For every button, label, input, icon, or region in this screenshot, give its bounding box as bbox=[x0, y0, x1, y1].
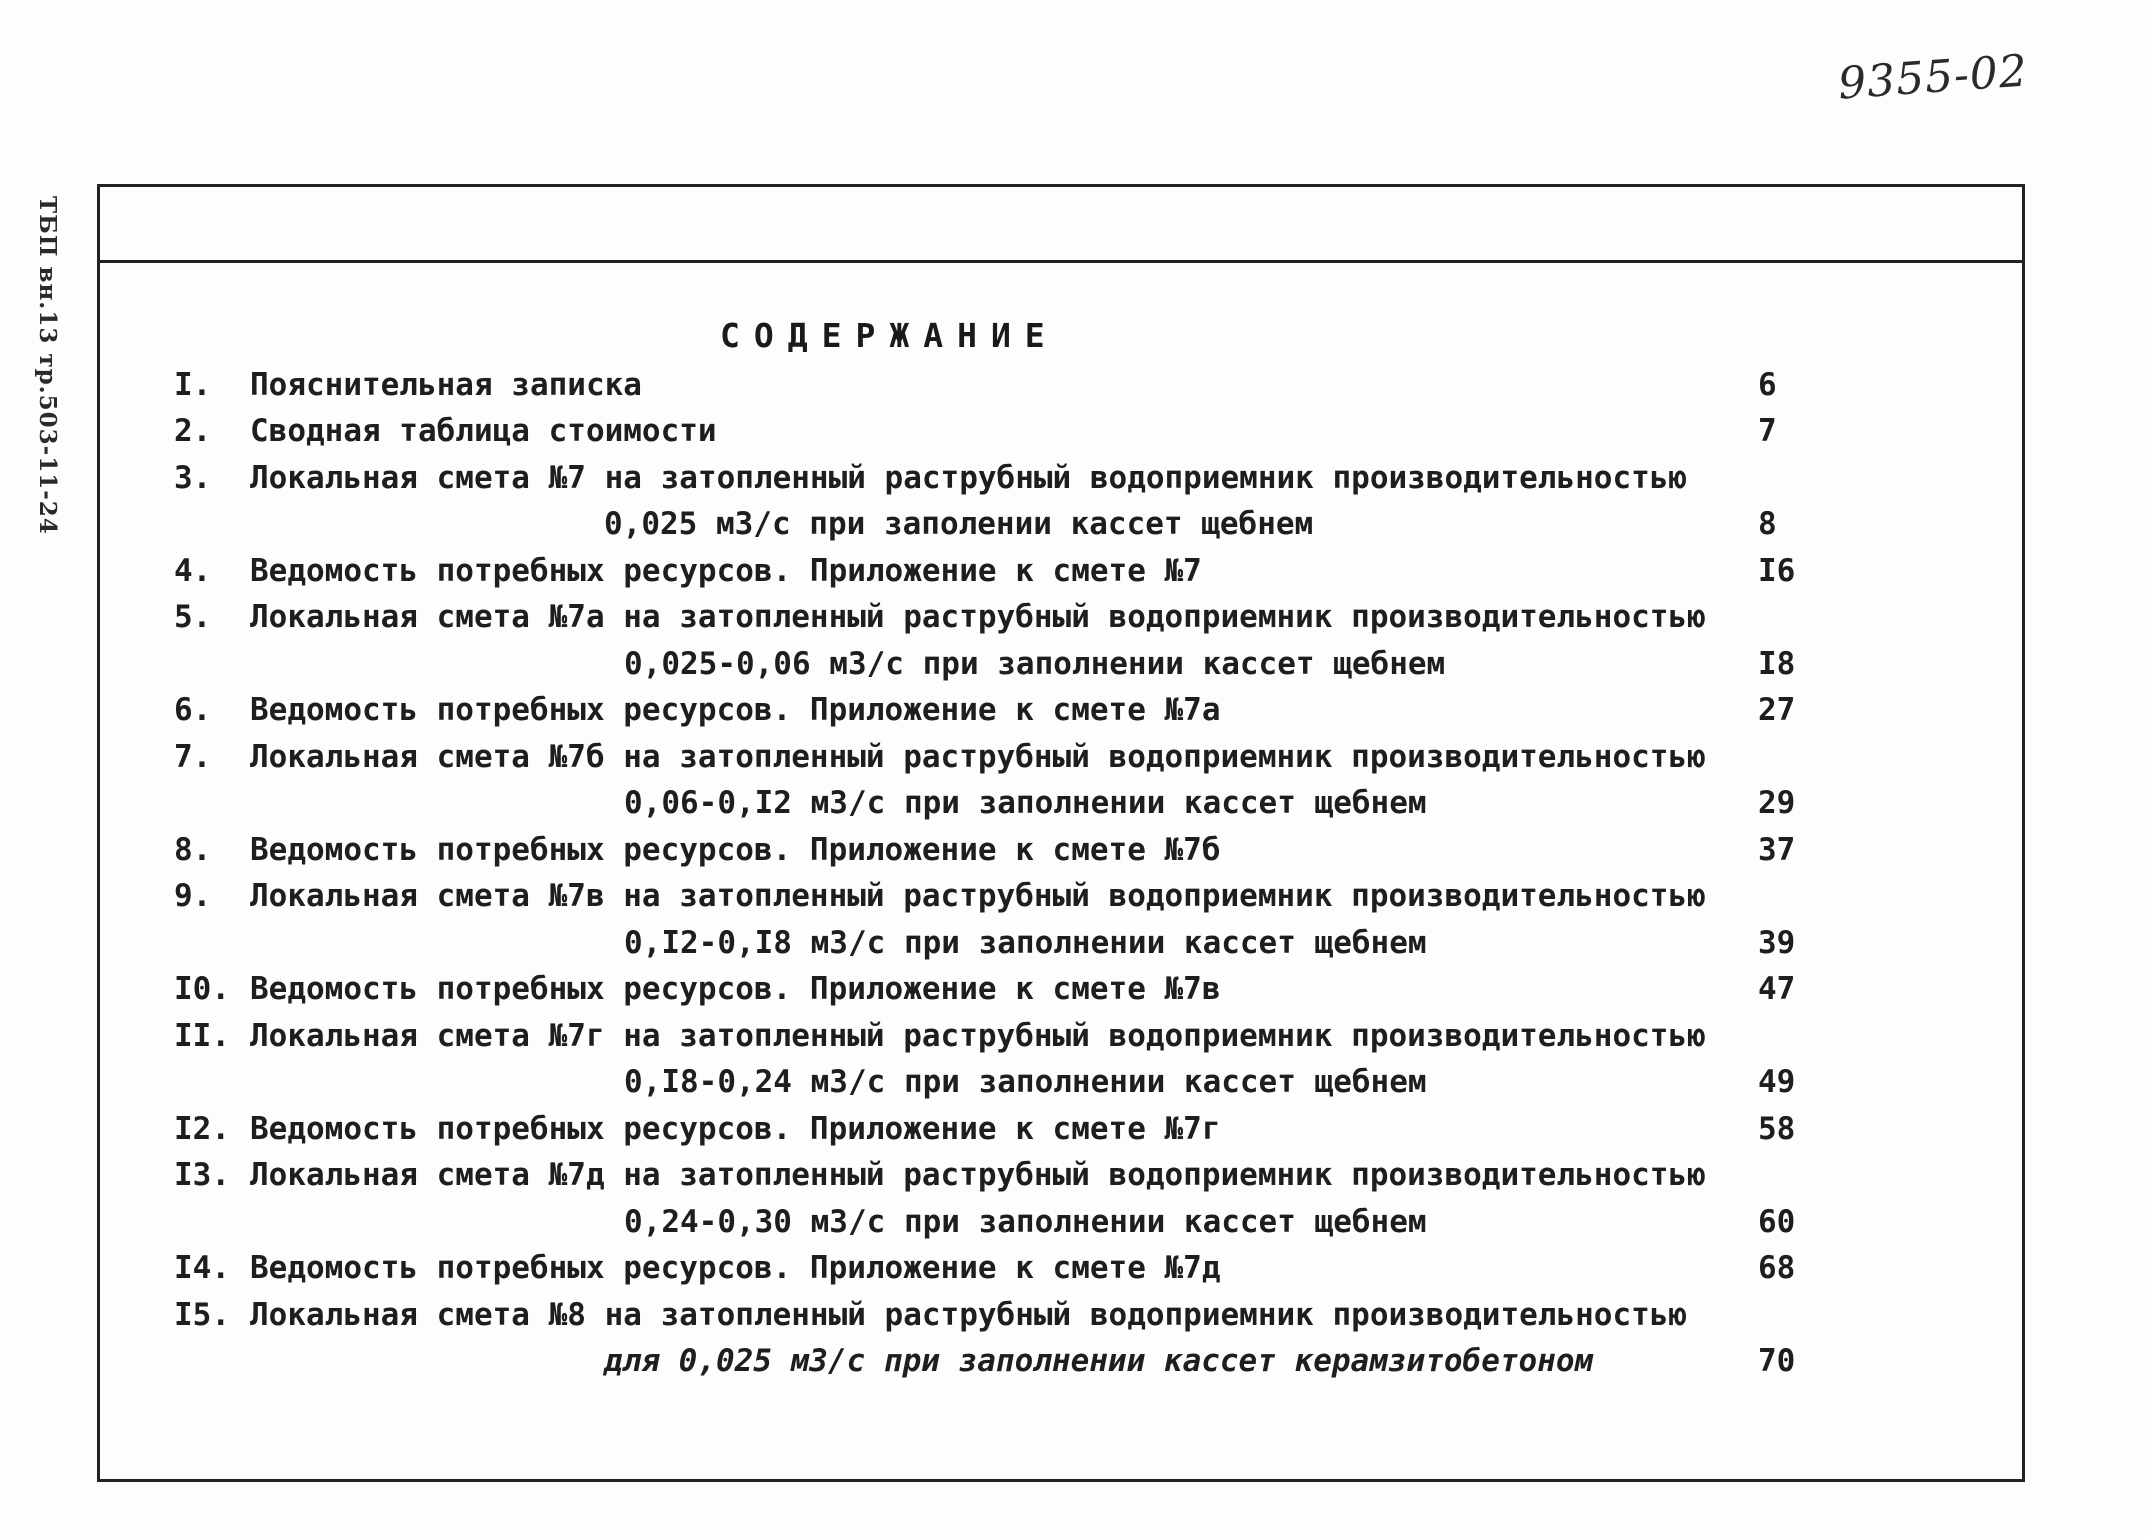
toc-entry-number: II. bbox=[174, 1018, 230, 1054]
toc-entry bbox=[0, 1106, 2146, 1152]
toc-entry-subtitle: 0,I2-0,I8 м3/с при заполнении кассет щебнем bbox=[624, 925, 1427, 961]
toc-entry-number: I3. bbox=[174, 1157, 230, 1193]
toc-entry-number: I5. bbox=[174, 1297, 230, 1333]
toc-entry-page: 68 bbox=[1758, 1250, 1796, 1286]
toc-entry bbox=[0, 408, 2146, 454]
toc-entry-number: I2. bbox=[174, 1111, 230, 1147]
toc-entry-title: Ведомость потребных ресурсов. Приложение к смете №7 bbox=[250, 553, 1202, 589]
toc-entry-page: I8 bbox=[1758, 646, 1796, 682]
toc-entry-continuation bbox=[0, 1338, 2146, 1384]
toc-entry bbox=[0, 548, 2146, 594]
toc-entry-title: Ведомость потребных ресурсов. Приложение к смете №7б bbox=[250, 832, 1221, 868]
toc-entry bbox=[0, 594, 2146, 640]
toc-entry-number: I0. bbox=[174, 971, 230, 1007]
toc-entry-number: I4. bbox=[174, 1250, 230, 1286]
toc-entry-title: Сводная таблица стоимости bbox=[250, 413, 717, 449]
toc-entry-title: Ведомость потребных ресурсов. Приложение к смете №7а bbox=[250, 692, 1221, 728]
toc-entry-page: 8 bbox=[1758, 506, 1777, 542]
toc-entry bbox=[0, 1292, 2146, 1338]
toc-entry-title: Локальная смета №8 на затопленный раструбный водоприемник производительностью bbox=[250, 1297, 1688, 1333]
toc-entry-subtitle: 0,025 м3/с при заполении кассет щебнем bbox=[604, 506, 1314, 542]
toc-entry bbox=[0, 1245, 2146, 1291]
toc-entry-number: 9. bbox=[174, 878, 212, 914]
toc-entry-page: 49 bbox=[1758, 1064, 1796, 1100]
toc-entry bbox=[0, 1013, 2146, 1059]
frame-header bbox=[100, 187, 2022, 263]
toc-entry-page: 29 bbox=[1758, 785, 1796, 821]
toc-entry-title: Локальная смета №7б на затопленный раструбный водоприемник производительностью bbox=[250, 739, 1706, 775]
side-stamp: ТБП вн.13 тр.503-11-24 bbox=[34, 196, 61, 535]
toc-entry-title: Локальная смета №7г на затопленный раструбный водоприемник производительностью bbox=[250, 1018, 1706, 1054]
toc-entry bbox=[0, 966, 2146, 1012]
toc-entry-continuation bbox=[0, 501, 2146, 547]
toc-entry bbox=[0, 687, 2146, 733]
toc-entry-title: Локальная смета №7д на затопленный раструбный водоприемник производительностью bbox=[250, 1157, 1706, 1193]
toc-entry-title: Пояснительная записка bbox=[250, 367, 642, 403]
toc-entry-title: Локальная смета №7 на затопленный раструбный водоприемник производительностью bbox=[250, 460, 1688, 496]
toc-entry bbox=[0, 873, 2146, 919]
toc-entry-page: 6 bbox=[1758, 367, 1777, 403]
toc-entry-continuation bbox=[0, 1059, 2146, 1105]
toc-entry-subtitle: 0,025-0,06 м3/с при заполнении кассет щебнем bbox=[624, 646, 1446, 682]
toc-entry-page: 70 bbox=[1758, 1343, 1796, 1379]
toc-entry-title: Ведомость потребных ресурсов. Приложение к смете №7г bbox=[250, 1111, 1221, 1147]
toc-entry-number: 8. bbox=[174, 832, 212, 868]
page-title: СОДЕРЖАНИЕ bbox=[720, 316, 1059, 355]
toc-entry-page: 39 bbox=[1758, 925, 1796, 961]
toc-entry bbox=[0, 1152, 2146, 1198]
toc-entry-number: 5. bbox=[174, 599, 212, 635]
toc-entry bbox=[0, 734, 2146, 780]
toc-entry-number: I. bbox=[174, 367, 212, 403]
toc-entry-title: Локальная смета №7а на затопленный раструбный водоприемник производительностью bbox=[250, 599, 1706, 635]
toc-entry-subtitle: 0,06-0,I2 м3/с при заполнении кассет щебнем bbox=[624, 785, 1427, 821]
toc-entry-page: I6 bbox=[1758, 553, 1796, 589]
toc-entry-number: 3. bbox=[174, 460, 212, 496]
toc-entry bbox=[0, 362, 2146, 408]
toc-entry-title: Ведомость потребных ресурсов. Приложение к смете №7в bbox=[250, 971, 1221, 1007]
toc-entry-page: 58 bbox=[1758, 1111, 1796, 1147]
toc-entry-continuation bbox=[0, 1199, 2146, 1245]
document-number: 9355-02 bbox=[1836, 45, 2030, 110]
toc-entry bbox=[0, 455, 2146, 501]
toc-entry-continuation bbox=[0, 641, 2146, 687]
toc-entry-title: Ведомость потребных ресурсов. Приложение к смете №7д bbox=[250, 1250, 1221, 1286]
toc-entry-title: Локальная смета №7в на затопленный раструбный водоприемник производительностью bbox=[250, 878, 1706, 914]
toc-entry-page: 60 bbox=[1758, 1204, 1796, 1240]
toc-entry-number: 6. bbox=[174, 692, 212, 728]
toc-entry-page: 7 bbox=[1758, 413, 1777, 449]
toc-entry-subtitle: 0,24-0,30 м3/с при заполнении кассет щебнем bbox=[624, 1204, 1427, 1240]
toc-entry-number: 2. bbox=[174, 413, 212, 449]
toc-entry-number: 4. bbox=[174, 553, 212, 589]
toc-entry-page: 27 bbox=[1758, 692, 1796, 728]
toc-entry-subtitle: 0,I8-0,24 м3/с при заполнении кассет щебнем bbox=[624, 1064, 1427, 1100]
toc-entry-page: 47 bbox=[1758, 971, 1796, 1007]
toc-entry-page: 37 bbox=[1758, 832, 1796, 868]
toc-entry-subtitle: для 0,025 м3/с при заполнении кассет керамзитобетоном bbox=[604, 1343, 1594, 1379]
toc-entry-continuation bbox=[0, 780, 2146, 826]
toc-entry-continuation bbox=[0, 920, 2146, 966]
toc-entry-number: 7. bbox=[174, 739, 212, 775]
toc-entry bbox=[0, 827, 2146, 873]
